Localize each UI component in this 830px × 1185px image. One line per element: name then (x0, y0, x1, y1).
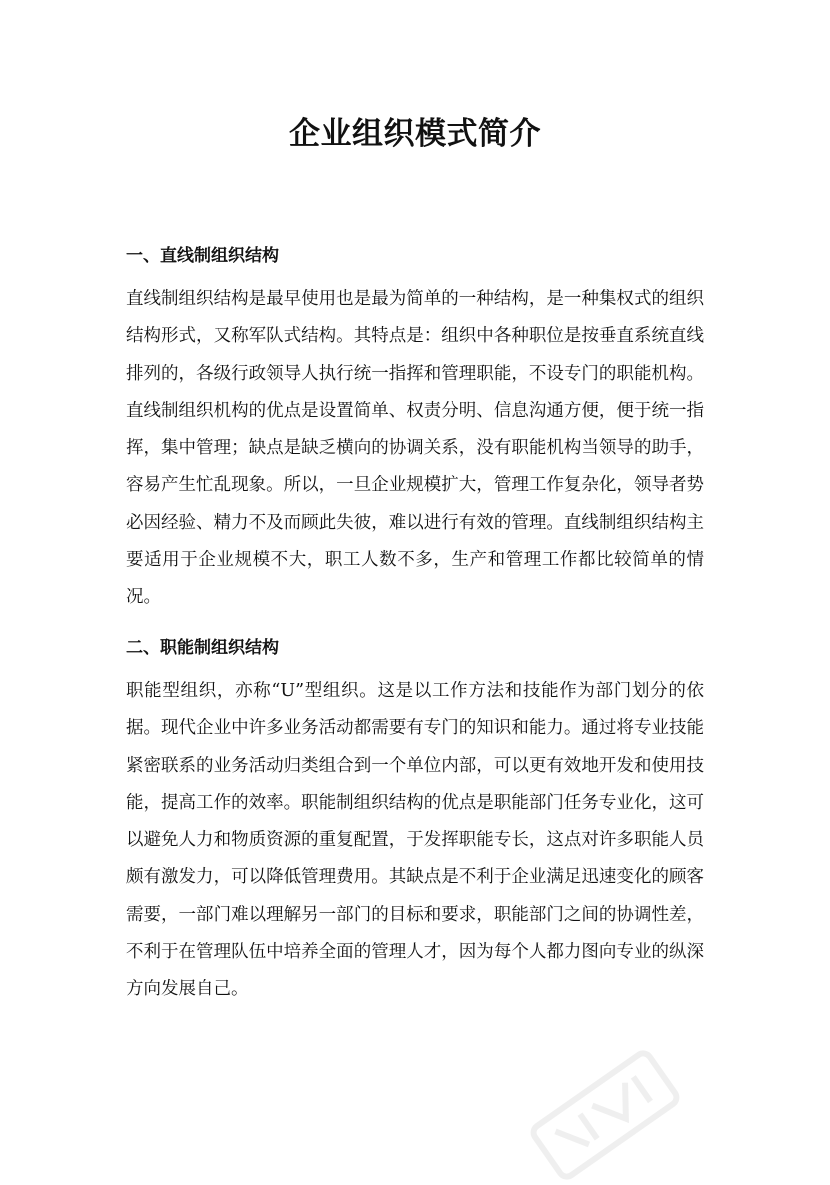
section-heading-line-structure: 一、直线制组织结构 (126, 246, 279, 266)
watermark-stamp-icon (505, 1045, 705, 1185)
page-title: 企业组织模式简介 (289, 116, 541, 152)
section-paragraph-line-structure: 直线制组织结构是最早使用也是最为简单的一种结构，是一种集权式的组织结构形式，又称军队式结构。其特点是：组织中各种职位是按垂直系统直线排列的，各级行政领导人执行统一指挥和管理职能，不设专门的职能机构。直线制组织机构的优点是设置简单、权责分明、信息沟通方便，便于统一指挥，集中管理；缺点是缺乏横向的协调关系，没有职能机构当领导的助手，容易产生忙乱现象。所以，一旦企业规模扩大，管理工作复杂化，领导者势必因经验、精力不及而顾此失彼，难以进行有效的管理。直线制组织结构主要适用于企业规模不大，职工人数不多，生产和管理工作都比较简单的情况。 (126, 289, 704, 608)
section-heading-functional-structure: 二、职能制组织结构 (126, 638, 279, 658)
section-paragraph-functional-structure: 职能型组织，亦称“U”型组织。这是以工作方法和技能作为部门划分的依据。现代企业中许多业务活动都需要有专门的知识和能力。通过将专业技能紧密联系的业务活动归类组合到一个单位内部，可以更有效地开发和使用技能，提高工作的效率。职能制组织结构的优点是职能部门任务专业化，这可以避免人力和物质资源的重复配置，于发挥职能专长，这点对许多职能人员颇有激发力，可以降低管理费用。其缺点是不利于企业满足迅速变化的顾客需要，一部门难以理解另一部门的目标和要求，职能部门之间的协调性差，不利于在管理队伍中培养全面的管理人才，因为每个人都力图向专业的纵深方向发展自己。 (126, 681, 704, 1000)
